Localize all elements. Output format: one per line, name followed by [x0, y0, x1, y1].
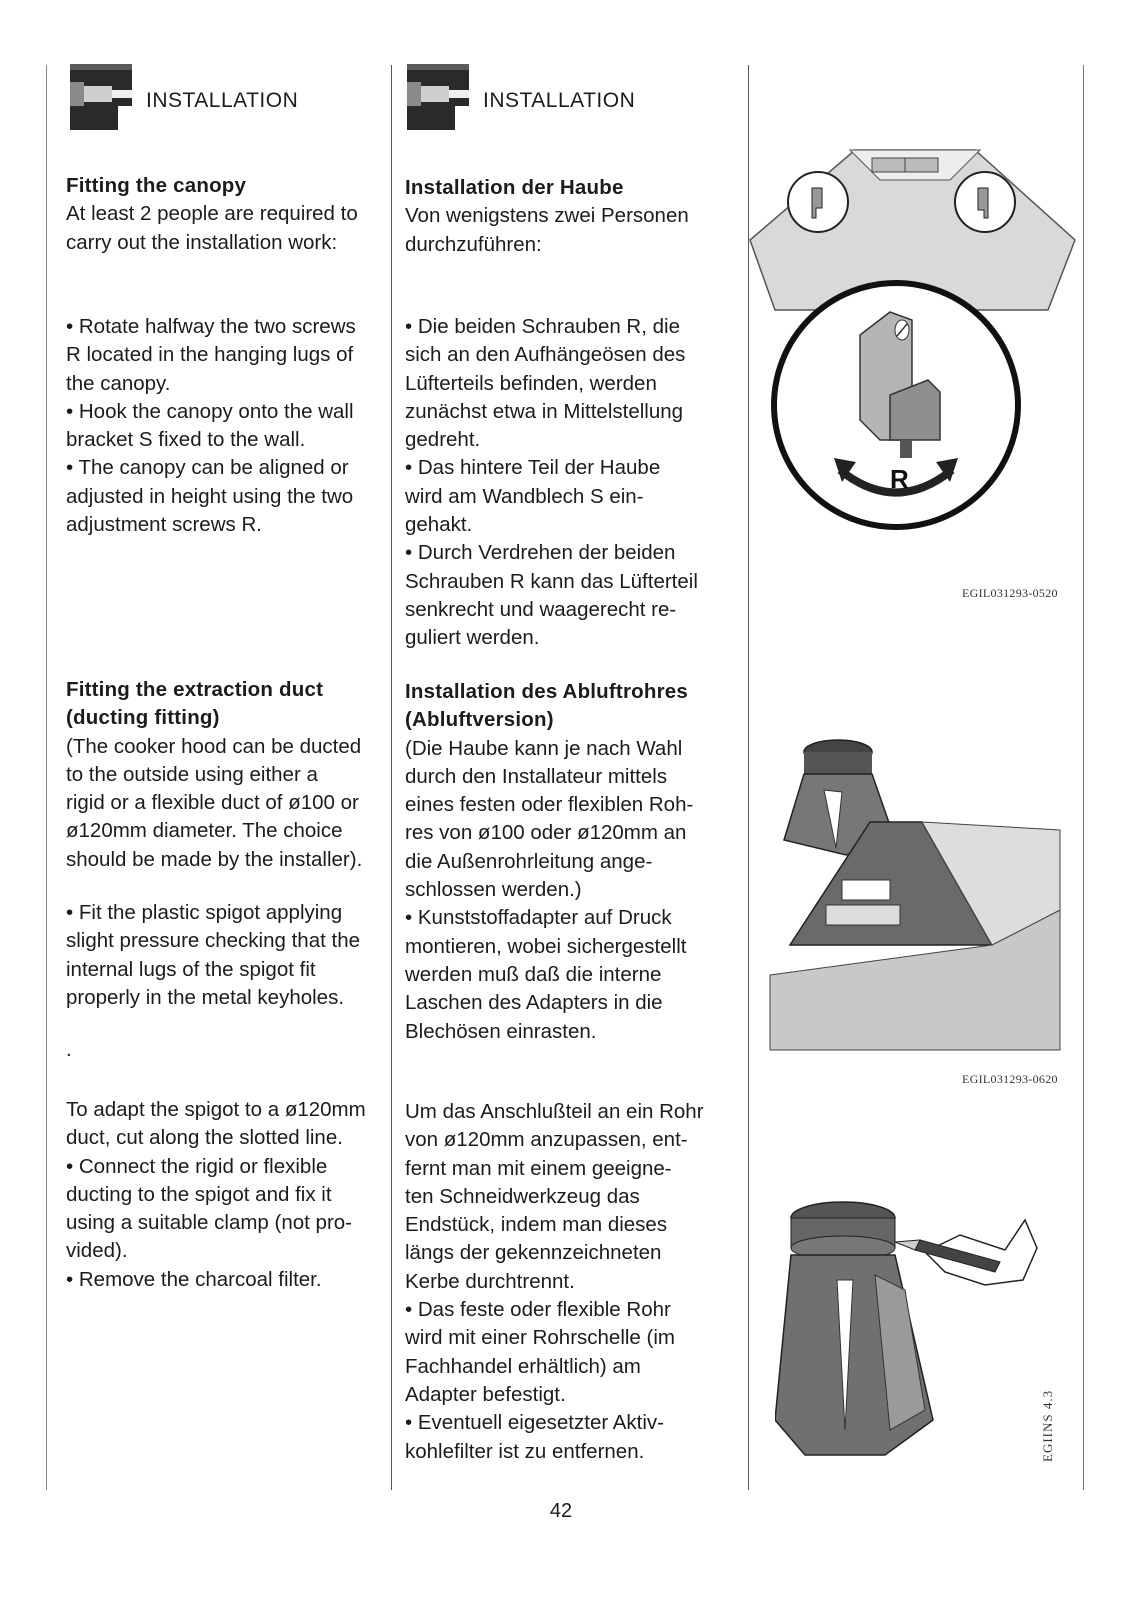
text-line: längs der gekennzeichneten: [405, 1241, 662, 1265]
text-line: Blechösen einrasten.: [405, 1019, 597, 1043]
column-divider-middle: [391, 65, 392, 1490]
page-number: 42: [549, 1500, 573, 1522]
english-duct-steps: [66, 899, 386, 1012]
text-line: Kerbe durchtrennt.: [405, 1269, 575, 1293]
german-duct-section: [405, 678, 745, 1046]
text-line: • Hook the canopy onto the wall: [66, 399, 354, 423]
english-column: [66, 0, 386, 1500]
text-line: von ø120mm anzupassen, ent-: [405, 1128, 688, 1152]
german-duct-heading: Installation des Abluftrohres: [405, 680, 688, 703]
text-line: adjusted in height using the two: [66, 484, 354, 508]
english-duct-heading: Fitting the extraction duct: [66, 678, 324, 701]
english-duct-section: [66, 676, 386, 874]
text-line: • Rotate halfway the two screws: [66, 315, 356, 338]
english-adapt-section: [66, 1096, 386, 1294]
english-canopy-steps: [66, 313, 386, 539]
text-line: rigid or a flexible duct of ø100 or: [66, 791, 359, 815]
text-line: • Eventuell eigesetzter Aktiv-: [405, 1411, 664, 1435]
text-line: wird mit einer Rohrschelle (im: [405, 1326, 675, 1350]
text-line: • Das feste oder flexible Rohr: [405, 1298, 671, 1322]
english-stray-dot: .: [66, 1038, 72, 1061]
text-line: R located in the hanging lugs of: [66, 343, 354, 367]
text-line: Von wenigstens zwei Personen: [405, 204, 689, 228]
text-line: werden muß daß die interne: [405, 962, 662, 986]
header-left-title: INSTALLATION: [146, 89, 299, 112]
text-line: to the outside using either a: [66, 762, 318, 786]
text-line: (Die Haube kann je nach Wahl: [405, 736, 683, 760]
text-line: • Die beiden Schrauben R, die: [405, 315, 680, 338]
text-line: using a suitable clamp (not pro-: [66, 1211, 353, 1235]
text-line: sich an den Aufhängeösen des: [405, 343, 686, 367]
text-line: Lüfterteils befinden, werden: [405, 371, 657, 395]
german-duct-heading: (Abluftversion): [405, 708, 554, 732]
text-line: die Außenrohrleitung ange-: [405, 849, 653, 873]
text-line: gehakt.: [405, 513, 473, 537]
text-line: should be made by the installer).: [66, 847, 363, 871]
text-line: To adapt the spigot to a ø120mm: [66, 1098, 366, 1121]
text-line: • Das hintere Teil der Haube: [405, 456, 661, 480]
german-canopy-steps: [405, 313, 745, 653]
text-line: gedreht.: [405, 428, 481, 452]
text-line: • Durch Verdrehen der beiden: [405, 541, 676, 565]
text-line: schlossen werden.): [405, 878, 582, 902]
text-line: • The canopy can be aligned or: [66, 456, 349, 480]
text-line: kohlefilter ist zu entfernen.: [405, 1439, 645, 1463]
text-line: bracket S fixed to the wall.: [66, 428, 306, 452]
text-line: • Remove the charcoal filter.: [66, 1267, 322, 1291]
text-line: eines festen oder flexiblen Roh-: [405, 793, 694, 817]
text-line: Um das Anschlußteil an ein Rohr: [405, 1100, 704, 1123]
english-canopy-section: [66, 172, 386, 257]
text-line: ducting to the spigot and fix it: [66, 1182, 332, 1206]
column-divider-left: [46, 65, 47, 1490]
text-line: zunächst etwa in Mittelstellung: [405, 399, 684, 423]
spigot-cutting-illustration: [775, 1180, 1075, 1480]
text-line: • Connect the rigid or flexible: [66, 1154, 328, 1178]
text-line: • Fit the plastic spigot applying: [66, 901, 343, 924]
figure-caption-1: EGIL031293-0520: [962, 586, 1058, 600]
text-line: durch den Installateur mittels: [405, 764, 668, 788]
text-line: guliert werden.: [405, 626, 540, 650]
text-line: wird am Wandblech S ein-: [405, 484, 644, 508]
text-line: durchzuführen:: [405, 232, 542, 256]
text-line: internal lugs of the spigot fit: [66, 957, 316, 981]
text-line: adjustment screws R.: [66, 513, 262, 537]
text-line: (The cooker hood can be ducted: [66, 734, 362, 758]
german-adapt-section: [405, 1098, 745, 1466]
text-line: vided).: [66, 1239, 128, 1263]
text-line: duct, cut along the slotted line.: [66, 1126, 343, 1150]
text-line: fernt man mit einem geeigne-: [405, 1156, 672, 1180]
text-line: Laschen des Adapters in die: [405, 991, 663, 1015]
text-line: senkrecht und waagerecht re-: [405, 597, 677, 621]
german-canopy-section: [405, 174, 745, 259]
english-duct-heading: (ducting fitting): [66, 706, 220, 730]
figure-label-r: R: [890, 464, 909, 494]
header-right-title: INSTALLATION: [483, 89, 636, 112]
german-column: [405, 0, 745, 1500]
english-canopy-intro-line: At least 2 people are required to: [66, 202, 358, 226]
text-line: Endstück, indem man dieses: [405, 1213, 668, 1237]
spigot-hood-illustration: [760, 730, 1080, 1060]
text-line: montieren, wobei sichergestellt: [405, 934, 687, 958]
side-document-code: EGIINS 4.3: [1040, 1389, 1055, 1462]
text-line: ten Schneidwerkzeug das: [405, 1184, 640, 1208]
text-line: Fachhandel erhältlich) am: [405, 1354, 641, 1378]
figure-caption-2: EGIL031293-0620: [962, 1072, 1058, 1086]
text-line: properly in the metal keyholes.: [66, 985, 345, 1009]
text-line: Schrauben R kann das Lüfterteil: [405, 569, 698, 593]
english-canopy-intro-line: carry out the installation work:: [66, 230, 338, 254]
german-canopy-heading: Installation der Haube: [405, 176, 624, 199]
text-line: ø120mm diameter. The choice: [66, 819, 343, 843]
text-line: res von ø100 oder ø120mm an: [405, 821, 687, 845]
text-line: slight pressure checking that the: [66, 929, 360, 953]
canopy-screw-illustration: [730, 140, 1090, 560]
english-canopy-heading: Fitting the canopy: [66, 174, 247, 197]
text-line: the canopy.: [66, 371, 171, 395]
text-line: Adapter befestigt.: [405, 1382, 566, 1406]
text-line: • Kunststoffadapter auf Druck: [405, 906, 672, 930]
